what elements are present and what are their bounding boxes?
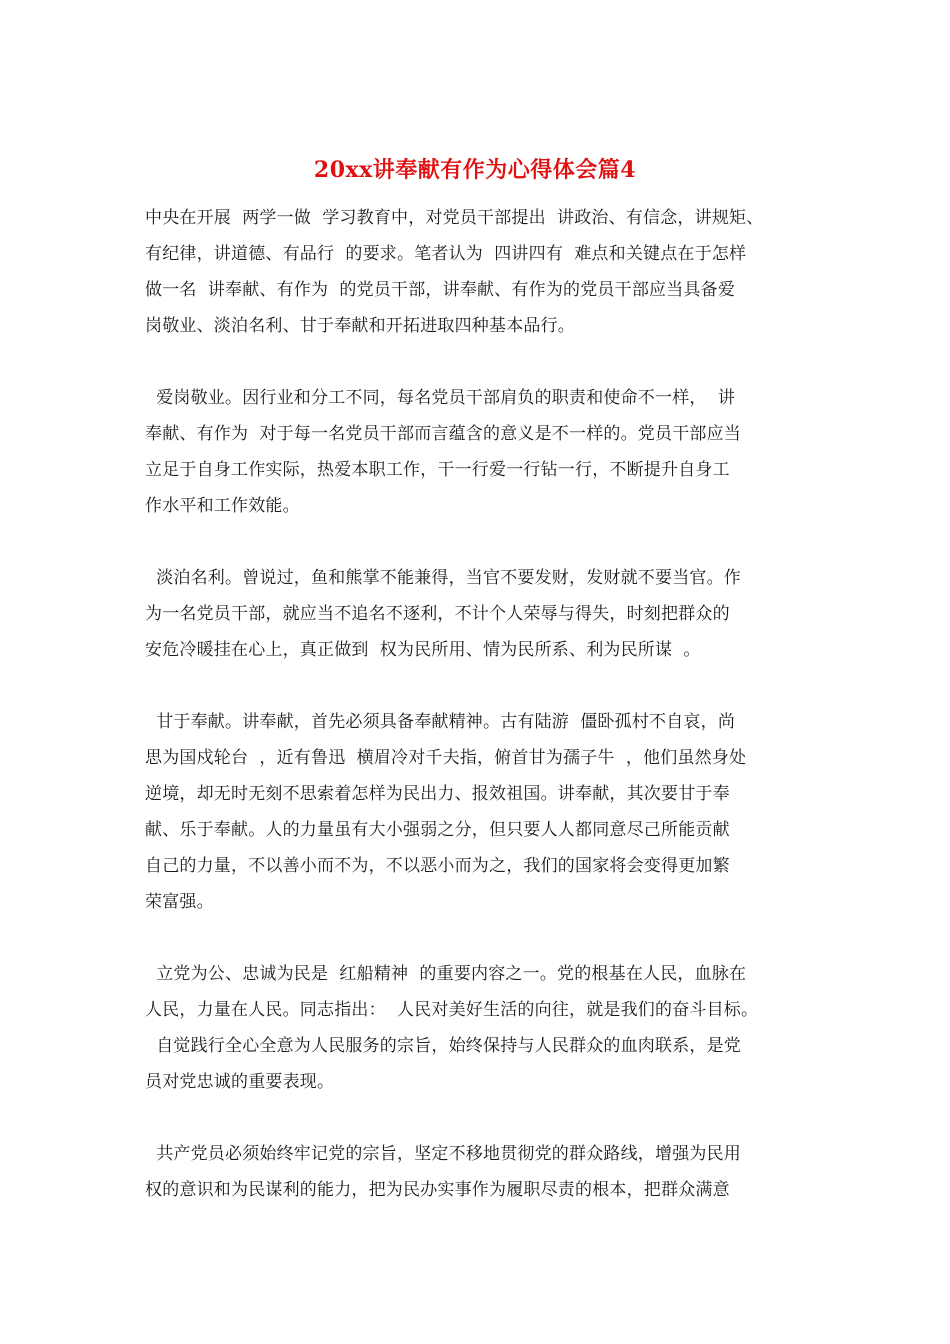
text-line: 献、乐于奉献。人的力量虽有大小强弱之分，但只要人人都同意尽己所能贡献 (145, 820, 730, 840)
text-line: 奉献、有作为 对于每一名党员干部而言蕴含的意义是不一样的。党员干部应当 (145, 424, 742, 444)
text-line: 为一名党员干部，就应当不追名不逐利，不计个人荣辱与得失，时刻把群众的 (145, 604, 730, 624)
paragraph (145, 380, 825, 524)
paragraph-spacer (145, 668, 825, 704)
text-line: 人民，力量在人民。同志指出： 人民对美好生活的向往，就是我们的奋斗目标。 (145, 1000, 759, 1020)
document-body (145, 200, 825, 1208)
paragraph-spacer (145, 524, 825, 560)
paragraph (145, 956, 825, 1100)
paragraph (145, 560, 825, 668)
text-line: 自觉践行全心全意为人民服务的宗旨，始终保持与人民群众的血肉联系，是党 (145, 1036, 742, 1056)
paragraph-spacer (145, 920, 825, 956)
text-line: 做一名 讲奉献、有作为 的党员干部，讲奉献、有作为的党员干部应当具备爱 (145, 280, 736, 300)
text-line: 中央在开展 两学一做 学习教育中，对党员干部提出 讲政治、有信念，讲规矩、 (145, 208, 764, 228)
text-line: 安危冷暖挂在心上，真正做到 权为民所用、情为民所系、利为民所谋 。 (145, 640, 701, 660)
paragraph (145, 704, 825, 920)
document-title: 20xx讲奉献有作为心得体会篇4 (313, 157, 637, 183)
text-line: 立足于自身工作实际，热爱本职工作，干一行爱一行钻一行，不断提升自身工 (145, 460, 730, 480)
text-line: 自己的力量，不以善小而不为，不以恶小而为之，我们的国家将会变得更加繁 (145, 856, 730, 876)
text-line: 作水平和工作效能。 (145, 496, 300, 516)
text-line: 有纪律，讲道德、有品行 的要求。笔者认为 四讲四有 难点和关键点在于怎样 (145, 244, 747, 264)
text-line: 逆境，却无时无刻不思索着怎样为民出力、报效祖国。讲奉献，其次要甘于奉 (145, 784, 730, 804)
paragraph (145, 1136, 825, 1208)
text-line: 甘于奉献。讲奉献，首先必须具备奉献精神。古有陆游 僵卧孤村不自哀，尚 (145, 712, 736, 732)
paragraph-spacer (145, 1100, 825, 1136)
text-line: 岗敬业、淡泊名利、甘于奉献和开拓进取四种基本品行。 (145, 316, 575, 336)
text-line: 淡泊名利。曾说过，鱼和熊掌不能兼得，当官不要发财，发财就不要当官。作 (145, 568, 742, 588)
text-line: 思为国戍轮台 ，近有鲁迅 横眉冷对千夫指，俯首甘为孺子牛 ，他们虽然身处 (145, 748, 747, 768)
paragraph-spacer (145, 344, 825, 380)
paragraph (145, 200, 825, 344)
text-line: 立党为公、忠诚为民是 红船精神 的重要内容之一。党的根基在人民，血脉在 (145, 964, 747, 984)
text-line: 共产党员必须始终牢记党的宗旨，坚定不移地贯彻党的群众路线，增强为民用 (145, 1144, 742, 1164)
text-line: 权的意识和为民谋利的能力，把为民办实事作为履职尽责的根本，把群众满意 (145, 1180, 730, 1200)
text-line: 荣富强。 (145, 892, 214, 912)
text-line: 爱岗敬业。因行业和分工不同，每名党员干部肩负的职责和使命不一样， 讲 (145, 388, 736, 408)
text-line: 员对党忠诚的重要表现。 (145, 1072, 335, 1092)
